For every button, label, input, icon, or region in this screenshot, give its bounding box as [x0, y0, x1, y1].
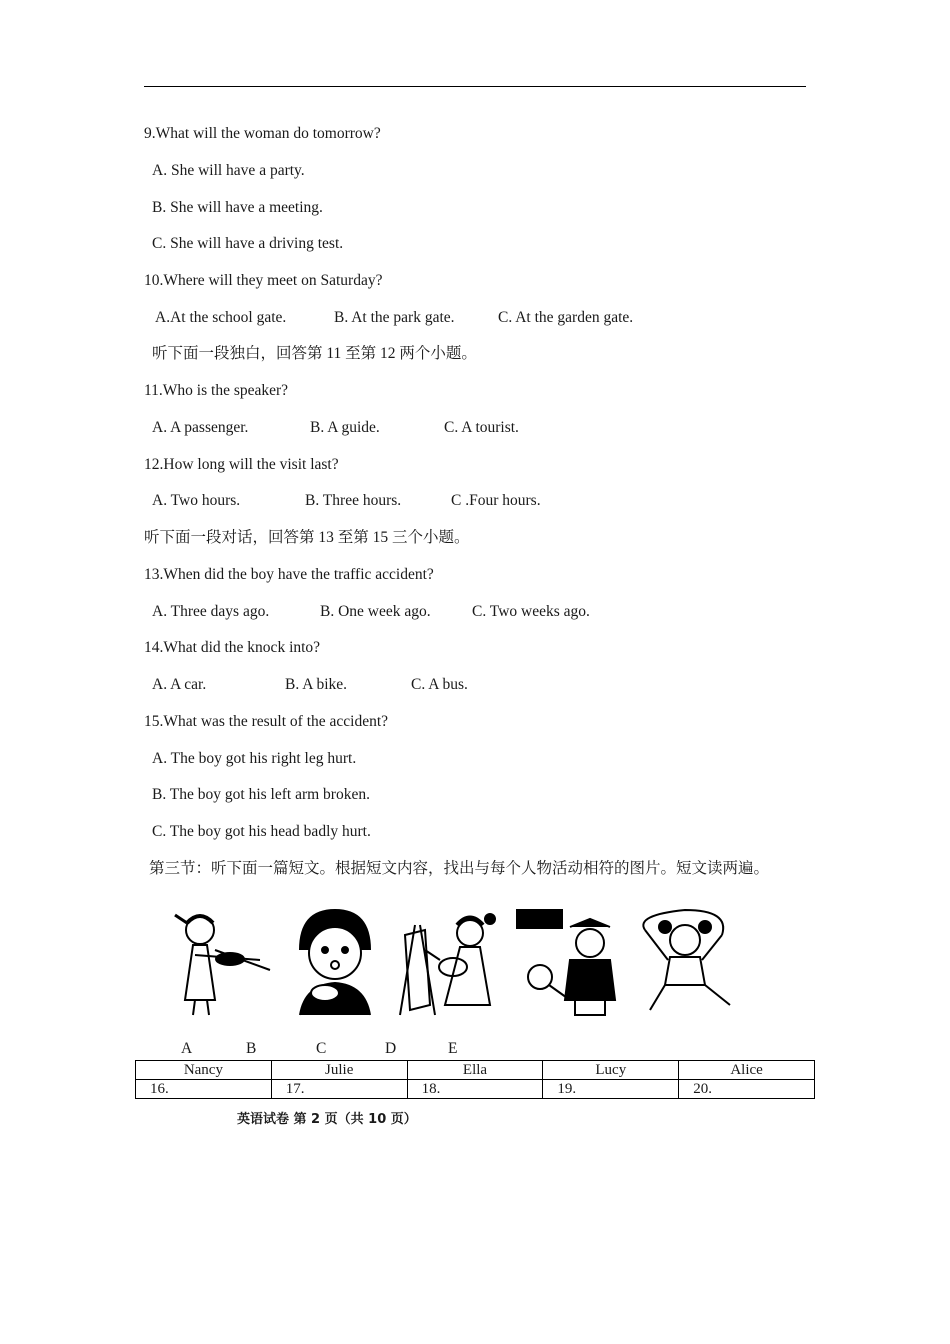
activity-pictures [160, 905, 760, 1025]
q11-option-a: A. A passenger. [152, 419, 249, 436]
q12-option-c: C .Four hours. [451, 492, 541, 509]
answer-table-header-row [136, 1061, 815, 1080]
question-12: 12.How long will the visit last? [144, 456, 339, 473]
section-3-instruction: 第三节：听下面一篇短文。根据短文内容，找出与每个人物活动相符的图片。短文读两遍。 [149, 860, 770, 877]
page-footer: 英语试卷 第 2 页（共 10 页） [237, 1112, 417, 1127]
picture-letter-a: A [181, 1040, 193, 1057]
picture-letter-e: E [448, 1040, 458, 1057]
question-10: 10.Where will they meet on Saturday? [144, 272, 383, 289]
picture-letter-b: B [246, 1040, 257, 1057]
answer-16: 16. [136, 1080, 272, 1099]
question-15: 15.What was the result of the accident? [144, 713, 389, 730]
q9-option-a: A. She will have a party. [152, 162, 305, 179]
answer-19: 19. [543, 1080, 679, 1099]
answer-18: 18. [407, 1080, 543, 1099]
picture-letter-c: C [316, 1040, 327, 1057]
q10-option-b: B. At the park gate. [334, 309, 455, 326]
question-9: 9.What will the woman do tomorrow? [144, 125, 381, 142]
name-ella: Ella [407, 1061, 543, 1080]
q13-option-b: B. One week ago. [320, 603, 431, 620]
q10-option-a: A.At the school gate. [155, 309, 287, 326]
name-julie: Julie [271, 1061, 407, 1080]
q12-option-a: A. Two hours. [152, 492, 241, 509]
skipping-girl-picture [630, 905, 740, 1020]
eating-girl-picture [285, 905, 395, 1020]
question-13: 13.When did the boy have the traffic accident? [144, 566, 434, 583]
name-nancy: Nancy [136, 1061, 272, 1080]
answer-table [135, 1060, 815, 1099]
instruction-11-12: 听下面一段独白，回答第 11 至第 12 两个小题。 [152, 345, 477, 362]
q14-option-c: C. A bus. [411, 676, 468, 693]
q10-option-c: C. At the garden gate. [498, 309, 634, 326]
instruction-13-15: 听下面一段对话，回答第 13 至第 15 三个小题。 [144, 529, 470, 546]
q15-option-b: B. The boy got his left arm broken. [152, 786, 370, 803]
q13-option-a: A. Three days ago. [152, 603, 270, 620]
q11-option-b: B. A guide. [310, 419, 380, 436]
painting-girl-picture [395, 905, 505, 1020]
answer-17: 17. [271, 1080, 407, 1099]
answer-table-number-row [136, 1080, 815, 1099]
q15-option-c: C. The boy got his head badly hurt. [152, 823, 371, 840]
name-lucy: Lucy [543, 1061, 679, 1080]
name-alice: Alice [679, 1061, 815, 1080]
answer-20: 20. [679, 1080, 815, 1099]
q13-option-c: C. Two weeks ago. [472, 603, 590, 620]
violin-girl-picture [165, 905, 275, 1020]
q15-option-a: A. The boy got his right leg hurt. [152, 750, 357, 767]
q14-option-a: A. A car. [152, 676, 207, 693]
q14-option-b: B. A bike. [285, 676, 348, 693]
q11-option-c: C. A tourist. [444, 419, 519, 436]
q9-option-c: C. She will have a driving test. [152, 235, 344, 252]
q12-option-b: B. Three hours. [305, 492, 402, 509]
q9-option-b: B. She will have a meeting. [152, 199, 323, 216]
header-rule [144, 86, 806, 87]
picture-letter-d: D [385, 1040, 397, 1057]
cooking-boy-picture [515, 905, 625, 1020]
question-14: 14.What did the knock into? [144, 639, 321, 656]
question-11: 11.Who is the speaker? [144, 382, 289, 399]
